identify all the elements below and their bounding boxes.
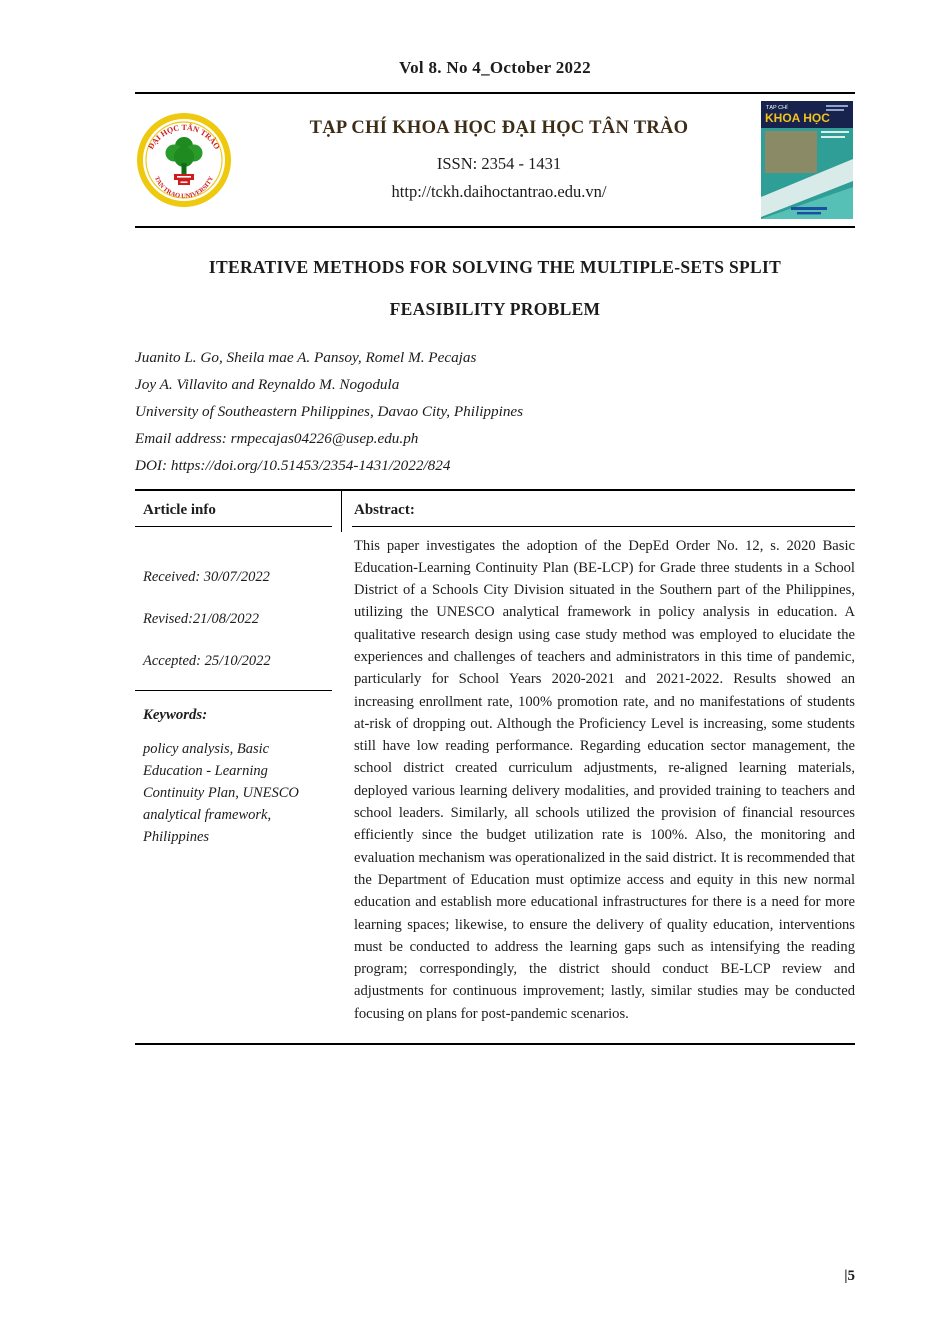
abstract-heading-underline [352,526,855,527]
article-title-line-1: ITERATIVE METHODS FOR SOLVING THE MULTIPLE-SETS SPLIT [208,257,782,277]
cover-masthead: KHOA HỌC [765,111,830,125]
doi: DOI: https://doi.org/10.51453/2354-1431/2022/824 [135,457,451,474]
keywords-heading: Keywords: [143,706,208,723]
abstract-text: This paper investigates the adoption of the DepEd Order No. 12, s. 2020 Basic Education-Learning Continuity Plan (BE-LCP) for Grade three students in a School District of a Schools City Division situated in the Southern part of the Philippines, utilizing the UNESCO analytical framework in policy analysis in education. A qualitative research design using case study method was employed to elucidate the experiences and challenges of teachers and administrators in this time of pandemic, particularly for School Years 2020-2021 and 2021-2022. Results showed an increasing enrollment rate, 100% promotion rate, and no manifestations of students at-risk of dropping out. Although the Proficiency Level is increasing, some students still have low reading performance. Regarding education sector management, the school district created curriculum adjustments, re-aligned learning materials, deployed various learning delivery modalities, and provided training to teachers and school leaders. Similarly, all schools utilized the provision of financial resources efficiently since the budget utilization rate is 100%. Also, the monitoring and evaluation mechanism was operationalized in the said district. It is recommended that the Department of Education must optimize access and equity in this new normal education and establish more educational infrastructures for there is a need for more learning spaces; likewise, to ensure the delivery of quality education, interventions must be conducted to address the learning gaps such as intensifying the reading program; correspondingly, the district should conduct BE-LCP review and adjustments for continuous improvement; lastly, similar studies may be conducted focusing on plans for post-pandemic scenarios. [354,537,855,1022]
article-dates [135,563,332,668]
journal-name: TẠP CHÍ KHOA HỌC ĐẠI HỌC TÂN TRÀO [309,118,689,138]
accepted-date: Accepted: 25/10/2022 [143,652,271,669]
cover-masthead-prefix: TẠP CHÍ [766,105,788,111]
article-info-column [135,491,332,1026]
volume-header: Vol 8. No 4_October 2022 [399,58,591,77]
article-info-heading-underline [135,526,332,527]
keywords-text: policy analysis, Basic Education - Learning Continuity Plan, UNESCO analytical framework, Philippines [143,740,299,845]
article-info-heading: Article info [143,501,216,518]
page-content [135,0,855,1045]
email-address: Email address: rmpecajas04226@usep.edu.ph [135,430,419,447]
article-info-table [135,489,855,1045]
logo-arc-bottom-text: TAN TRAO UNIVERSITY [152,175,216,201]
column-divider [341,491,342,532]
column-gap [332,491,352,1026]
author-line-1: Juanito L. Go, Sheila mae A. Pansoy, Romel M. Pecajas [135,349,477,366]
revised-date: Revised:21/08/2022 [143,610,259,627]
university-logo-icon [137,113,231,207]
page-number: |5 [844,1268,855,1284]
affiliation: University of Southeastern Philippines, Davao City, Philippines [135,403,524,420]
keywords-divider [135,690,332,691]
abstract-heading: Abstract: [354,501,415,518]
university-logo [137,113,237,207]
journal-url: http://tckh.daihoctantrao.edu.vn/ [391,182,607,201]
article-title [135,246,855,330]
journal-meta [237,118,761,202]
logo-arc-top-text: ĐẠI HỌC TÂN TRÀO [146,122,222,151]
author-line-2: Joy A. Villavito and Reynaldo M. Nogodula [135,376,400,393]
abstract-column [352,491,855,1026]
received-date: Received: 30/07/2022 [143,568,270,585]
author-block [135,344,855,479]
article-title-line-2: FEASIBILITY PROBLEM [389,299,601,319]
journal-cover-thumbnail [761,101,853,219]
journal-cover-icon [761,101,853,219]
header-bottom-divider [135,226,855,228]
table-bottom-divider [135,1043,855,1045]
journal-header [135,94,855,226]
journal-issn: ISSN: 2354 - 1431 [436,154,562,173]
